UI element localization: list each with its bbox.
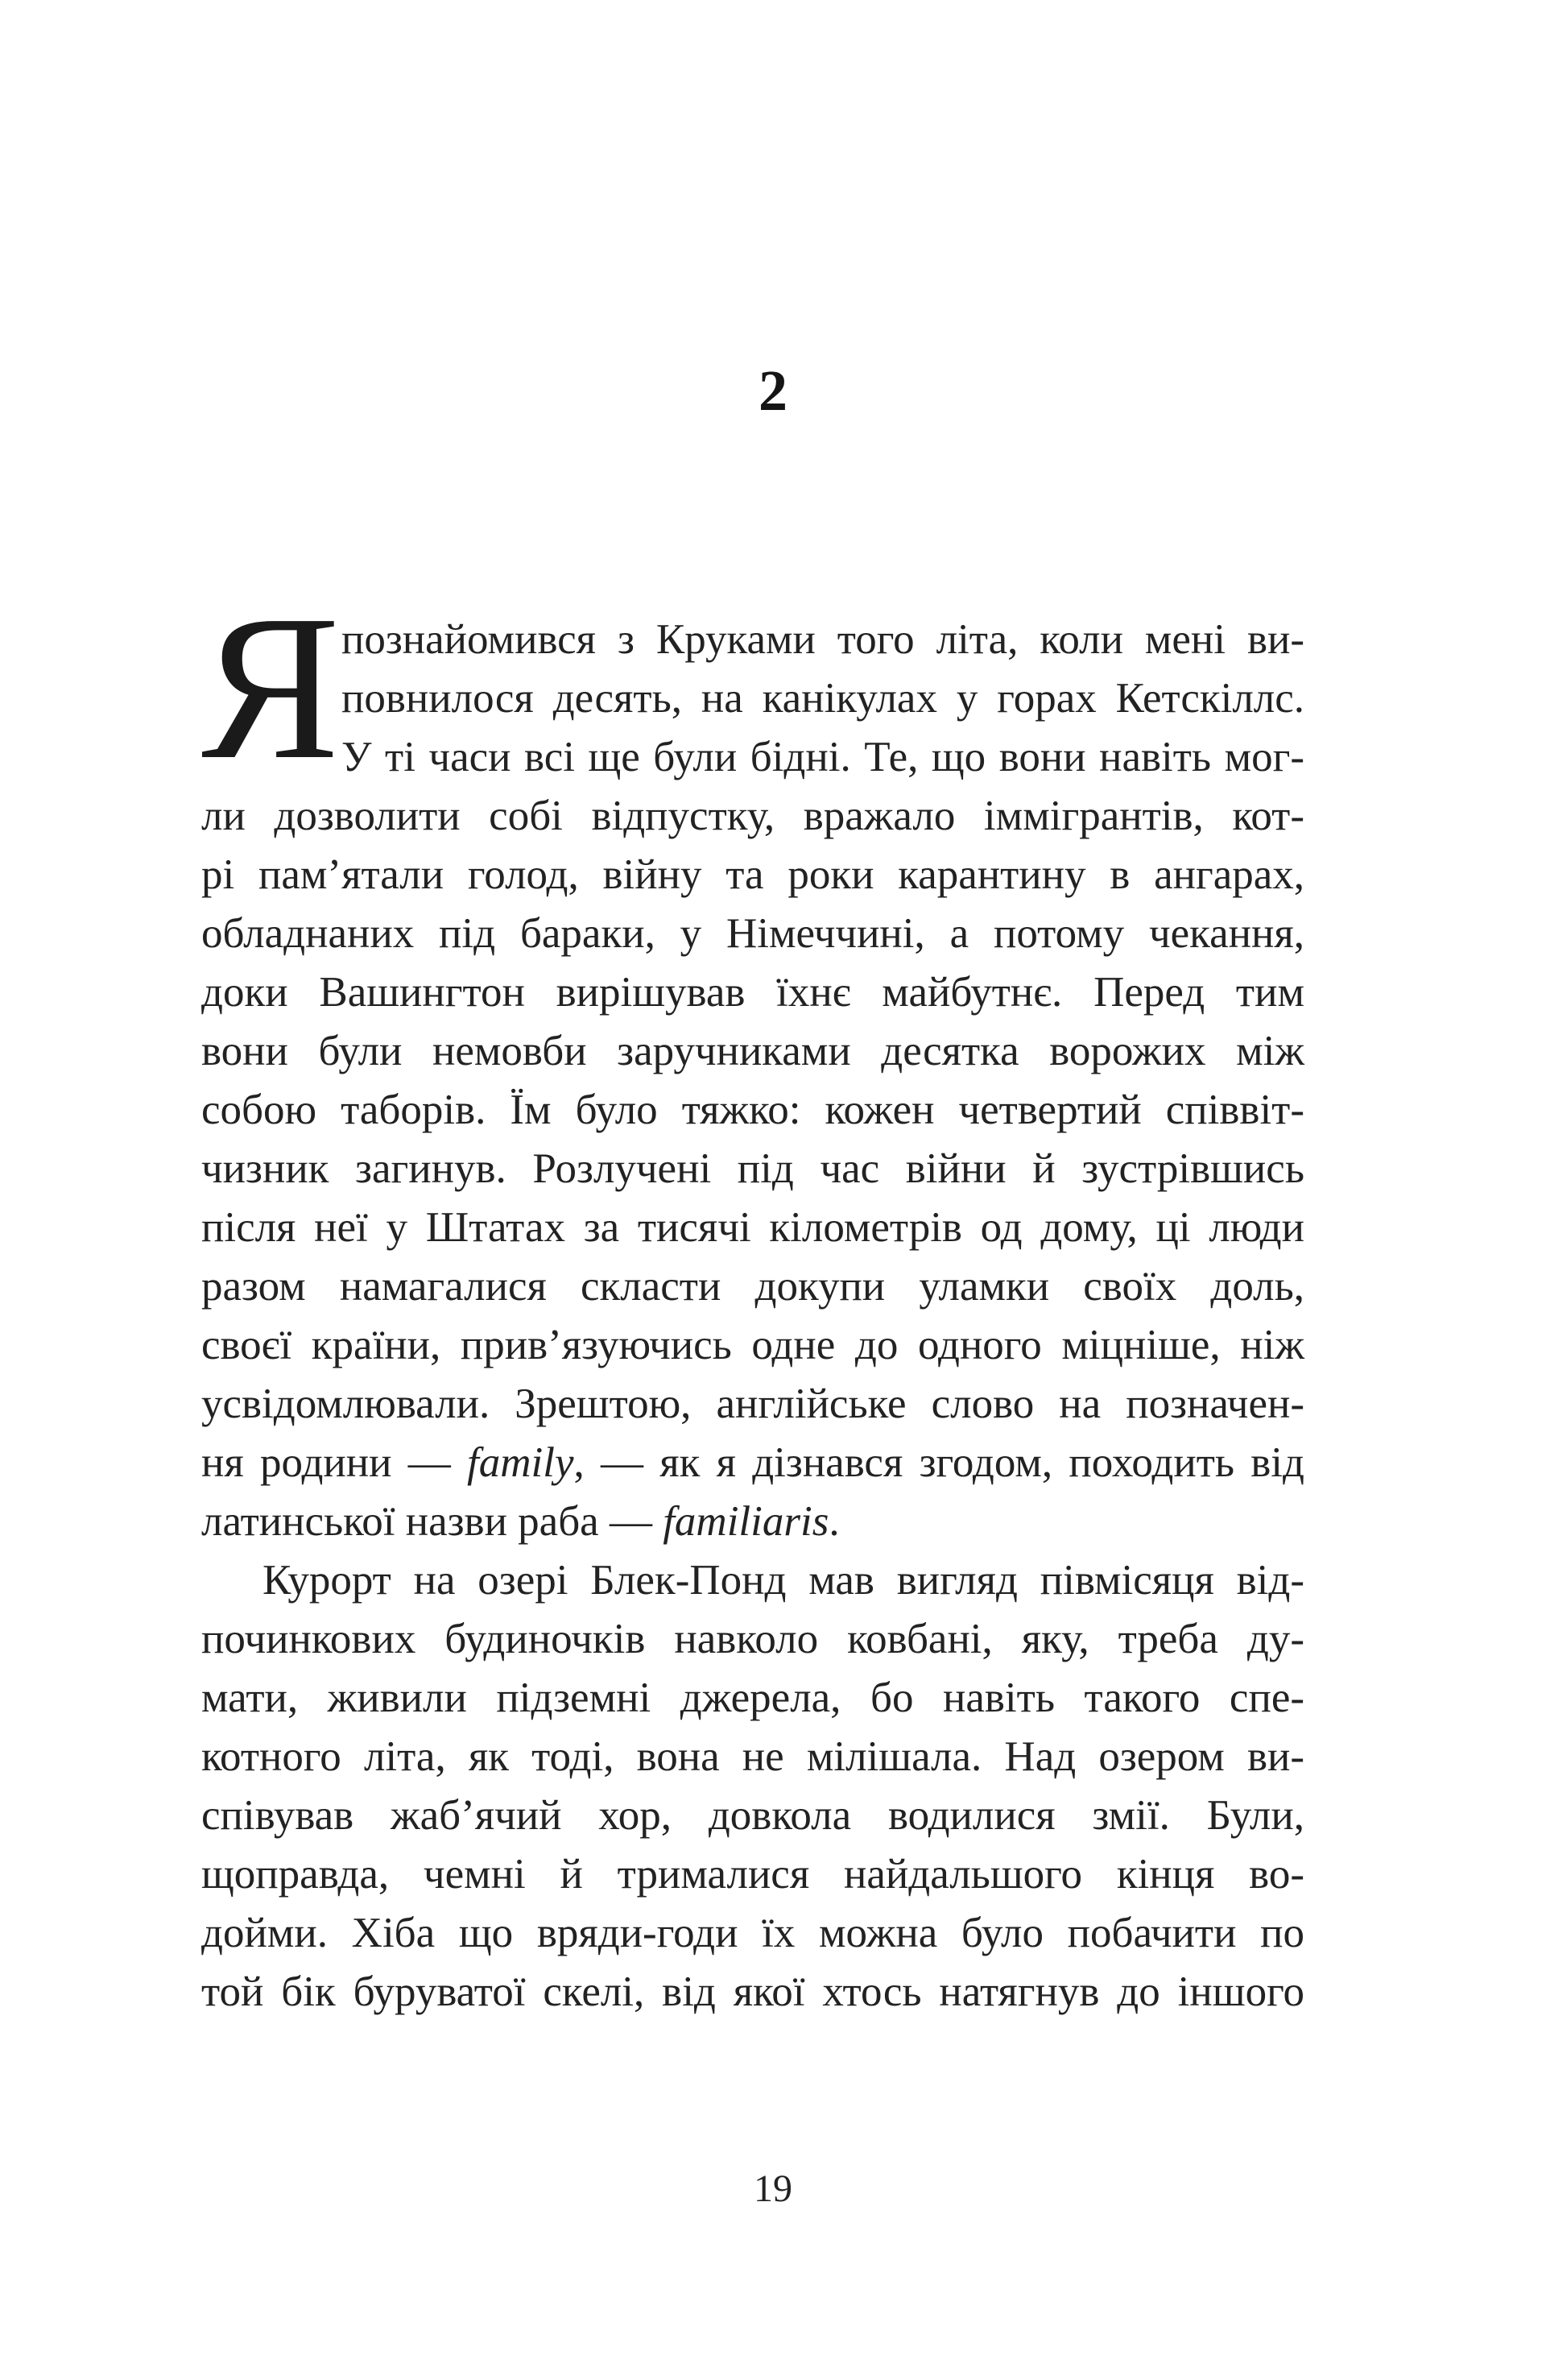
- text-line: познайомився з Круками того літа, коли мені ви-: [341, 616, 1304, 663]
- text-line: [201, 1492, 1304, 1551]
- text-line: починкових будиночків навколо ковбані, яку, треба ду-: [201, 1616, 1304, 1662]
- text-line: [201, 1434, 1304, 1492]
- text-line: повнилося десять, на канікулах у горах Кетскіллс.: [341, 675, 1304, 722]
- text-line: вони були немовби заручниками десятка ворожих між: [201, 1028, 1304, 1074]
- italic-term: familiaris: [663, 1498, 829, 1545]
- drop-cap: Я: [201, 572, 341, 802]
- text-line: після неї у Штатах за тисячі кілометрів од дому, ці люди: [201, 1204, 1304, 1251]
- text-line: ли дозволити собі відпустку, вражало іммігрантів, кот-: [201, 793, 1304, 839]
- text-line: собою таборів. Їм було тяжко: кожен четвертий співвіт-: [201, 1087, 1304, 1133]
- page-number: 19: [754, 2167, 792, 2210]
- text-run: ня родини —: [201, 1439, 467, 1486]
- text-line: котного літа, як тоді, вона не мілішала. Над озером ви-: [201, 1733, 1304, 1780]
- text-line: доки Вашингтон вирішував їхнє майбутнє. Перед тим: [201, 969, 1304, 1016]
- text-line: разом намагалися скласти докупи уламки своїх доль,: [201, 1263, 1304, 1310]
- text-line: обладнаних під бараки, у Німеччині, а потому чекання,: [201, 910, 1304, 957]
- body-text: [201, 611, 1304, 2022]
- text-run: латинської назви раба —: [201, 1498, 663, 1545]
- text-line: чизник загинув. Розлучені під час війни й зустрівшись: [201, 1145, 1304, 1192]
- text-line: своєї країни, прив’язуючись одне до одного міцніше, ніж: [201, 1322, 1304, 1368]
- text-line: У ті часи всі ще були бідні. Те, що вони навіть мог-: [341, 734, 1304, 780]
- italic-term: family: [467, 1439, 574, 1486]
- text-line: дойми. Хіба що вряди-годи їх можна було побачити по: [201, 1910, 1304, 1956]
- text-line: щоправда, чемні й трималися найдальшого кінця во-: [201, 1851, 1304, 1898]
- text-line: той бік буруватої скелі, від якої хтось натягнув до іншого: [201, 1968, 1304, 2015]
- text-run: .: [829, 1498, 840, 1545]
- text-line: усвідомлювали. Зрештою, англійське слово на позначен-: [201, 1380, 1304, 1427]
- text-line: Курорт на озері Блек-Понд мав вигляд півмісяця від-: [262, 1557, 1304, 1604]
- text-line: рі пам’ятали голод, війну та роки карантину в ангарах,: [201, 851, 1304, 898]
- chapter-number: 2: [759, 358, 787, 423]
- text-run: , — як я дізнався згодом, походить від: [573, 1439, 1304, 1486]
- text-line: співував жаб’ячий хор, довкола водилися змії. Були,: [201, 1792, 1304, 1839]
- text-line: мати, живили підземні джерела, бо навіть такого спе-: [201, 1674, 1304, 1721]
